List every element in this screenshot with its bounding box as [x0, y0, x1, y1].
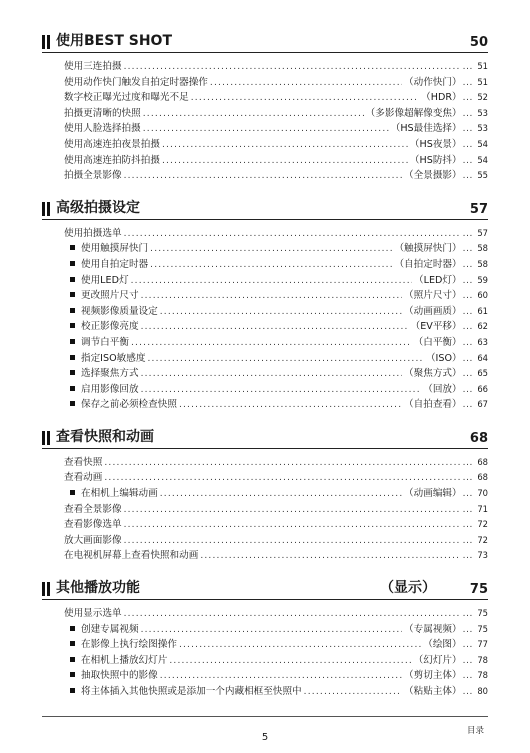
dot-leader: [131, 276, 412, 286]
section-marker-icon: [42, 582, 50, 596]
entry-page-number: 65: [477, 368, 488, 379]
entry-label: 指定ISO敏感度: [81, 352, 146, 364]
section-heading: [42, 30, 488, 53]
dot-leader: [304, 687, 402, 697]
entry-label: 在相机上播放幻灯片: [81, 654, 168, 666]
entry-page-number: 66: [477, 383, 488, 394]
square-bullet-icon: [70, 277, 75, 282]
square-bullet-icon: [70, 626, 75, 631]
section-marker-icon: [42, 431, 50, 445]
square-bullet-icon: [70, 401, 75, 406]
dot-leader: [141, 385, 422, 395]
dot-leader: [124, 229, 460, 239]
square-bullet-icon: [70, 339, 75, 344]
entry-alias: （专属视频）: [404, 623, 462, 635]
toc-subentry[interactable]: [42, 396, 488, 412]
dot-leader-short: ...: [462, 655, 473, 666]
entry-label: 使用高速连拍夜景拍摄: [64, 138, 160, 150]
dot-leader-short: ...: [462, 306, 473, 317]
dot-leader: [179, 640, 421, 650]
section-heading: [42, 426, 488, 449]
entry-alias: （HDR）: [421, 92, 462, 104]
entry-alias: （LED灯）: [414, 274, 462, 286]
entry-label: 查看动画: [64, 472, 103, 484]
square-bullet-icon: [70, 641, 75, 646]
entry-page-number: 73: [477, 550, 488, 561]
dot-leader-short: ...: [462, 108, 473, 119]
dot-leader-short: ...: [462, 457, 473, 468]
entry-label: 视频影像质量设定: [81, 305, 158, 317]
dot-leader-short: ...: [462, 291, 473, 302]
entry-alias: （HS最佳选择）: [390, 123, 462, 135]
dot-leader-short: ...: [462, 139, 473, 150]
dot-leader: [124, 609, 460, 619]
square-bullet-icon: [70, 323, 75, 328]
toc-entry[interactable]: [42, 105, 488, 121]
toc-entry[interactable]: [42, 501, 488, 517]
square-bullet-icon: [70, 386, 75, 391]
section-page-number[interactable]: 57: [469, 201, 488, 217]
entry-alias: （HS夜景）: [409, 138, 462, 150]
square-bullet-icon: [70, 490, 75, 495]
toc-section: [42, 197, 488, 412]
section-heading: [42, 577, 488, 600]
toc-entry[interactable]: [42, 89, 488, 105]
toc-entry[interactable]: [42, 547, 488, 563]
entry-label: 使用人脸选择拍摄: [64, 123, 141, 135]
entry-page-number: 54: [477, 154, 488, 165]
dot-leader: [160, 307, 402, 317]
entry-page-number: 80: [477, 686, 488, 696]
entry-label: 使用LED灯: [81, 274, 129, 286]
entry-alias: （多影像超解像变焦）: [365, 107, 462, 119]
footer-label: 目录: [466, 726, 484, 736]
entry-alias: （自拍查看）: [404, 399, 462, 411]
entry-page-number: 71: [477, 503, 488, 514]
section-page-number[interactable]: 50: [469, 35, 488, 50]
entry-alias: （触摸屏快门）: [394, 243, 462, 255]
dot-leader-short: ...: [462, 504, 473, 515]
dot-leader: [141, 625, 402, 635]
section-title[interactable]: 高级拍摄设定: [56, 199, 140, 216]
entry-alias: （幻灯片）: [413, 654, 462, 666]
toc-entry[interactable]: [42, 469, 488, 485]
square-bullet-icon: [70, 355, 75, 360]
square-bullet-icon: [70, 657, 75, 662]
section-marker-icon: [42, 202, 50, 216]
entry-page-number: 78: [477, 654, 488, 665]
entry-alias: （回放）: [423, 383, 462, 395]
entry-label: 放大画面影像: [64, 534, 122, 546]
toc-entry[interactable]: [42, 136, 488, 152]
dot-leader: [141, 369, 402, 379]
square-bullet-icon: [70, 245, 75, 250]
toc-subentry[interactable]: [42, 381, 488, 397]
entry-page-number: 58: [477, 243, 488, 254]
section-marker-icon: [42, 35, 50, 49]
entry-page-number: 57: [477, 227, 488, 238]
section-title[interactable]: 查看快照和动画: [56, 428, 154, 445]
dot-leader: [162, 140, 408, 150]
toc-entry[interactable]: [42, 454, 488, 470]
section-title-suffix: （显示）: [380, 580, 436, 597]
entry-page-number: 51: [477, 76, 488, 87]
entry-label: 查看影像选单: [64, 519, 122, 531]
dot-leader-short: ...: [462, 551, 473, 562]
entry-label: 使用自拍定时器: [81, 258, 149, 270]
entry-page-number: 53: [477, 123, 488, 134]
dot-leader-short: ...: [462, 275, 473, 286]
dot-leader: [124, 62, 460, 72]
entry-page-number: 72: [477, 519, 488, 530]
toc-entry[interactable]: [42, 58, 488, 74]
square-bullet-icon: [70, 308, 75, 313]
entry-label: 数字校正曝光过度和曝光不足: [64, 92, 189, 104]
dot-leader: [150, 244, 392, 254]
entry-alias: （ISO）: [425, 352, 462, 364]
dot-leader: [124, 171, 402, 181]
toc-entry[interactable]: [42, 516, 488, 532]
entry-page-number: 52: [477, 92, 488, 103]
entry-label: 使用拍摄选单: [64, 227, 122, 239]
entry-page-number: 77: [477, 639, 488, 650]
dot-leader-short: ...: [462, 489, 473, 500]
dot-leader-short: ...: [462, 62, 473, 72]
toc-subentry[interactable]: [42, 350, 488, 366]
entry-alias: （粘贴主体）: [404, 686, 462, 697]
entry-label: 抽取快照中的影像: [81, 670, 158, 682]
entry-alias: （EV平移）: [410, 321, 462, 333]
entry-page-number: 75: [477, 623, 488, 634]
entry-label: 拍摄更清晰的快照: [64, 107, 141, 119]
toc-entry[interactable]: [42, 225, 488, 241]
entry-page-number: 61: [477, 305, 488, 316]
entry-label: 使用三连拍摄: [64, 61, 122, 72]
toc-subentry[interactable]: [42, 256, 488, 272]
square-bullet-icon: [70, 261, 75, 266]
dot-leader-short: ...: [462, 77, 473, 88]
dot-leader: [141, 291, 402, 301]
entry-page-number: 55: [477, 170, 488, 181]
entry-page-number: 63: [477, 336, 488, 347]
entry-alias: （白平衡）: [413, 336, 462, 348]
toc-subentry[interactable]: [42, 485, 488, 501]
dot-leader: [150, 260, 392, 270]
entry-label: 校正影像亮度: [81, 321, 139, 333]
table-of-contents: [42, 30, 488, 713]
toc-section: [42, 577, 488, 699]
dot-leader-short: ...: [462, 671, 473, 682]
toc-entry[interactable]: [42, 605, 488, 621]
section-heading: [42, 197, 488, 220]
dot-leader-short: ...: [462, 93, 473, 104]
square-bullet-icon: [70, 292, 75, 297]
dot-leader-short: ...: [462, 228, 473, 239]
dot-leader-short: ...: [462, 259, 473, 270]
toc-subentry[interactable]: [42, 303, 488, 319]
section-page-number[interactable]: 75: [469, 582, 488, 598]
dot-leader: [143, 109, 364, 119]
section-title[interactable]: 其他播放功能: [56, 580, 140, 597]
entry-label: 保存之前必须检查快照: [81, 399, 177, 411]
entry-label: 在相机上编辑动画: [81, 488, 158, 500]
dot-leader-short: ...: [462, 244, 473, 255]
toc-section: [42, 30, 488, 183]
dot-leader-short: ...: [462, 400, 473, 411]
toc-subentry[interactable]: [42, 318, 488, 334]
entry-page-number: 60: [477, 290, 488, 301]
dot-leader: [210, 78, 402, 88]
toc-entry[interactable]: [42, 74, 488, 90]
section-title[interactable]: 使用BEST SHOT: [56, 33, 172, 49]
square-bullet-icon: [70, 688, 75, 693]
dot-leader-short: ...: [462, 473, 473, 484]
toc-entry[interactable]: [42, 167, 488, 183]
toc-section: [42, 426, 488, 563]
entry-label: 查看快照: [64, 456, 103, 468]
dot-leader: [200, 551, 459, 561]
dot-leader-short: ...: [462, 609, 473, 620]
toc-entry[interactable]: [42, 120, 488, 136]
entry-label: 查看全景影像: [64, 503, 122, 515]
dot-leader: [162, 156, 408, 166]
toc-subentry[interactable]: [42, 652, 488, 668]
dot-leader: [191, 93, 419, 103]
dot-leader: [179, 400, 402, 410]
dot-leader: [124, 505, 460, 515]
toc-subentry[interactable]: [42, 667, 488, 683]
entry-alias: （动画编辑）: [404, 488, 462, 500]
entry-page-number: 58: [477, 258, 488, 269]
entry-label: 启用影像回放: [81, 383, 139, 395]
toc-subentry[interactable]: [42, 636, 488, 652]
dot-leader-short: ...: [462, 520, 473, 531]
toc-entry[interactable]: [42, 152, 488, 168]
entry-label: 使用高速连拍防抖拍摄: [64, 154, 160, 166]
dot-leader: [147, 354, 423, 364]
entry-label: 调节白平衡: [81, 336, 129, 348]
dot-leader-short: ...: [462, 353, 473, 364]
toc-subentry[interactable]: [42, 272, 488, 288]
entry-alias: （聚焦方式）: [404, 368, 462, 380]
dot-leader-short: ...: [462, 155, 473, 166]
entry-page-number: 54: [477, 138, 488, 149]
square-bullet-icon: [70, 672, 75, 677]
dot-leader-short: ...: [462, 640, 473, 651]
entry-alias: （照片尺寸）: [404, 290, 462, 302]
entry-label: 拍摄全景影像: [64, 170, 122, 182]
dot-leader-short: ...: [462, 384, 473, 395]
entry-page-number: 72: [477, 534, 488, 545]
entry-label: 使用触摸屏快门: [81, 243, 149, 255]
dot-leader-short: ...: [462, 124, 473, 135]
entry-alias: （绘图）: [423, 639, 462, 651]
entry-page-number: 59: [477, 274, 488, 285]
entry-label: 在电视机屏幕上查看快照和动画: [64, 550, 199, 562]
entry-alias: （自拍定时器）: [394, 258, 462, 270]
dot-leader-short: ...: [462, 322, 473, 333]
toc-subentry[interactable]: [42, 287, 488, 303]
entry-page-number: 53: [477, 107, 488, 118]
entry-alias: （动画画质）: [404, 305, 462, 317]
entry-page-number: 68: [477, 456, 488, 467]
dot-leader: [160, 671, 402, 681]
dot-leader-short: ...: [462, 624, 473, 635]
dot-leader-short: ...: [462, 687, 473, 697]
dot-leader: [160, 489, 402, 499]
entry-page-number: 75: [477, 608, 488, 619]
entry-alias: （剪切主体）: [404, 670, 462, 682]
entry-alias: （全景摄影）: [404, 170, 462, 182]
entry-page-number: 68: [477, 472, 488, 483]
entry-page-number: 67: [477, 399, 488, 410]
entry-page-number: 70: [477, 488, 488, 499]
entry-page-number: 51: [477, 61, 488, 71]
dot-leader: [104, 473, 459, 483]
toc-subentry[interactable]: [42, 683, 488, 699]
dot-leader-short: ...: [462, 171, 473, 182]
dot-leader: [124, 520, 460, 530]
dot-leader: [131, 338, 412, 348]
page-number: 5: [261, 732, 269, 743]
dot-leader-short: ...: [462, 369, 473, 380]
entry-label: 使用动作快门触发自拍定时器操作: [64, 76, 208, 88]
square-bullet-icon: [70, 370, 75, 375]
toc-subentry[interactable]: [42, 334, 488, 350]
entry-label: 选择聚焦方式: [81, 368, 139, 380]
dot-leader-short: ...: [462, 337, 473, 348]
entry-page-number: 62: [477, 321, 488, 332]
dot-leader: [143, 124, 389, 134]
footer-divider: [42, 716, 488, 717]
entry-label: 创建专属视频: [81, 623, 139, 635]
entry-alias: （HS防抖）: [409, 154, 462, 166]
toc-subentry[interactable]: [42, 240, 488, 256]
toc-entry[interactable]: [42, 532, 488, 548]
dot-leader-short: ...: [462, 535, 473, 546]
toc-subentry[interactable]: [42, 621, 488, 637]
dot-leader: [169, 656, 411, 666]
section-page-number[interactable]: 68: [469, 430, 488, 446]
entry-alias: （动作快门）: [404, 76, 462, 88]
dot-leader: [124, 536, 460, 546]
entry-page-number: 78: [477, 670, 488, 681]
entry-label: 使用显示选单: [64, 608, 122, 620]
dot-leader: [141, 322, 409, 332]
entry-label: 在影像上执行绘图操作: [81, 639, 177, 651]
toc-subentry[interactable]: [42, 365, 488, 381]
entry-label: 更改照片尺寸: [81, 290, 139, 302]
dot-leader: [104, 458, 459, 468]
entry-label: 将主体插入其他快照或是添加一个内藏相框至快照中: [81, 686, 302, 697]
entry-page-number: 64: [477, 352, 488, 363]
